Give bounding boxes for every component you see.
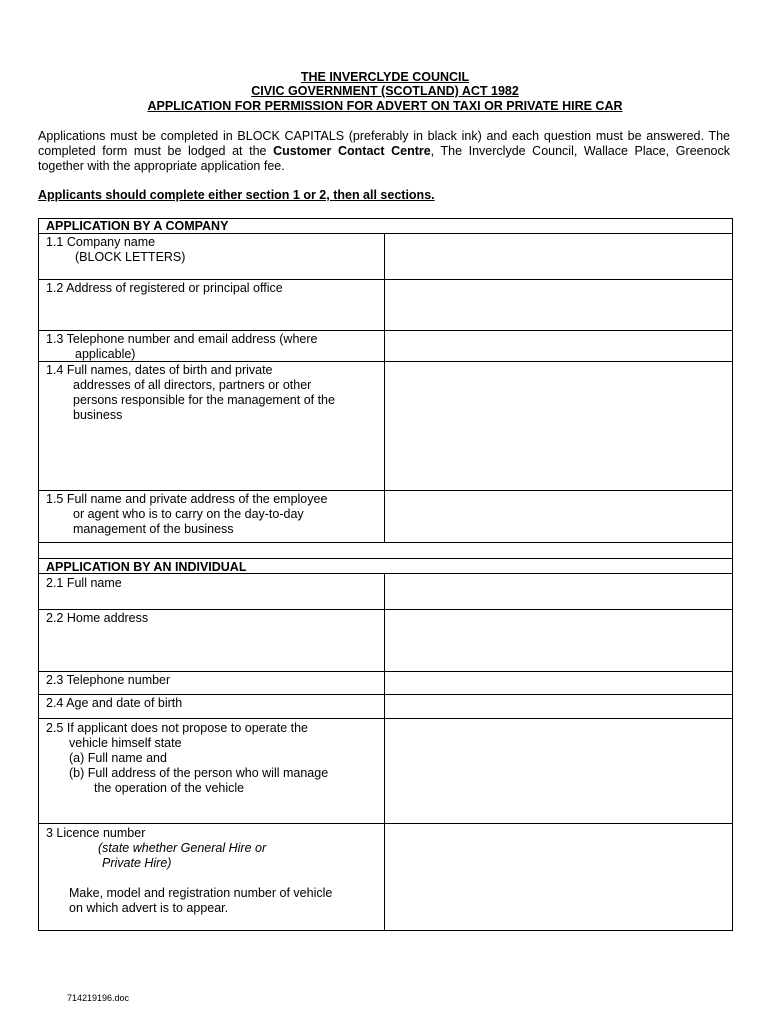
- section1-heading: APPLICATION BY A COMPANY: [46, 219, 229, 233]
- q2-3-label: 2.3 Telephone number: [46, 673, 171, 687]
- directors-details-field[interactable]: [385, 362, 732, 490]
- q1-1-label: 1.1 Company name: [46, 235, 156, 249]
- q3-hint-cont: Private Hire): [102, 856, 172, 870]
- q1-3-label: 1.3 Telephone number and email address (where: [46, 332, 318, 346]
- q1-4-label: 1.4 Full names, dates of birth and private: [46, 363, 273, 377]
- q2-4-label: 2.4 Age and date of birth: [46, 696, 183, 710]
- home-address-field[interactable]: [385, 610, 732, 671]
- operator-details-field[interactable]: [385, 719, 732, 823]
- q1-1-sublabel: (BLOCK LETTERS): [75, 250, 186, 264]
- telephone-field[interactable]: [385, 672, 732, 694]
- row-divider: [38, 558, 733, 559]
- q2-2-label: 2.2 Home address: [46, 611, 149, 625]
- q3-vehicle-label-cont: on which advert is to appear.: [69, 901, 229, 915]
- intro-text-1: Applications must be completed in BLOCK CAPITALS (preferably in black ink) and each question must be answered. The completed form must be lodged at the: [38, 129, 730, 158]
- section2-heading: APPLICATION BY AN INDIVIDUAL: [46, 560, 247, 574]
- q2-5-option-b: (b) Full address of the person who will manage: [69, 766, 329, 780]
- age-dob-field[interactable]: [385, 695, 732, 718]
- q1-4-label-cont: persons responsible for the management of the: [73, 393, 335, 407]
- manager-details-field[interactable]: [385, 491, 732, 542]
- company-phone-email-field[interactable]: [385, 331, 732, 361]
- q1-5-label-cont: or agent who is to carry on the day-to-day: [73, 507, 304, 521]
- q1-5-label: 1.5 Full name and private address of the employee: [46, 492, 328, 506]
- q2-1-label: 2.1 Full name: [46, 576, 122, 590]
- q2-5-label: 2.5 If applicant does not propose to operate the: [46, 721, 308, 735]
- q2-5-option-b-cont: the operation of the vehicle: [94, 781, 245, 795]
- application-title: APPLICATION FOR PERMISSION FOR ADVERT ON TAXI OR PRIVATE HIRE CAR: [147, 99, 623, 113]
- q2-5-option-a: (a) Full name and: [69, 751, 167, 765]
- company-name-field[interactable]: [385, 234, 732, 279]
- licence-vehicle-field[interactable]: [385, 824, 732, 930]
- q1-3-label-cont: applicable): [75, 347, 136, 361]
- q1-2-label: 1.2 Address of registered or principal office: [46, 281, 283, 295]
- full-name-field[interactable]: [385, 574, 732, 609]
- q1-4-label-cont: addresses of all directors, partners or other: [73, 378, 312, 392]
- q2-5-label-cont: vehicle himself state: [69, 736, 182, 750]
- intro-text-2: , The Inverclyde Council, Wallace Place, Greenock together with the appropriate application fee.: [38, 144, 731, 173]
- council-title: THE INVERCLYDE COUNCIL: [300, 70, 470, 84]
- act-title: CIVIC GOVERNMENT (SCOTLAND) ACT 1982: [251, 84, 519, 98]
- q1-5-label-cont: management of the business: [73, 522, 234, 536]
- document-filename: 714219196.doc: [67, 993, 130, 1003]
- q3-vehicle-label: Make, model and registration number of vehicle: [69, 886, 333, 900]
- row-divider: [38, 542, 733, 543]
- registered-address-field[interactable]: [385, 280, 732, 330]
- q1-4-label-cont: business: [73, 408, 123, 422]
- q3-label: 3 Licence number: [46, 826, 146, 840]
- intro-paragraph: [38, 129, 730, 174]
- instruction: Applicants should complete either section 1 or 2, then all sections.: [38, 188, 435, 202]
- q3-hint: (state whether General Hire or: [98, 841, 267, 855]
- intro-bold: Customer Contact Centre: [273, 144, 431, 158]
